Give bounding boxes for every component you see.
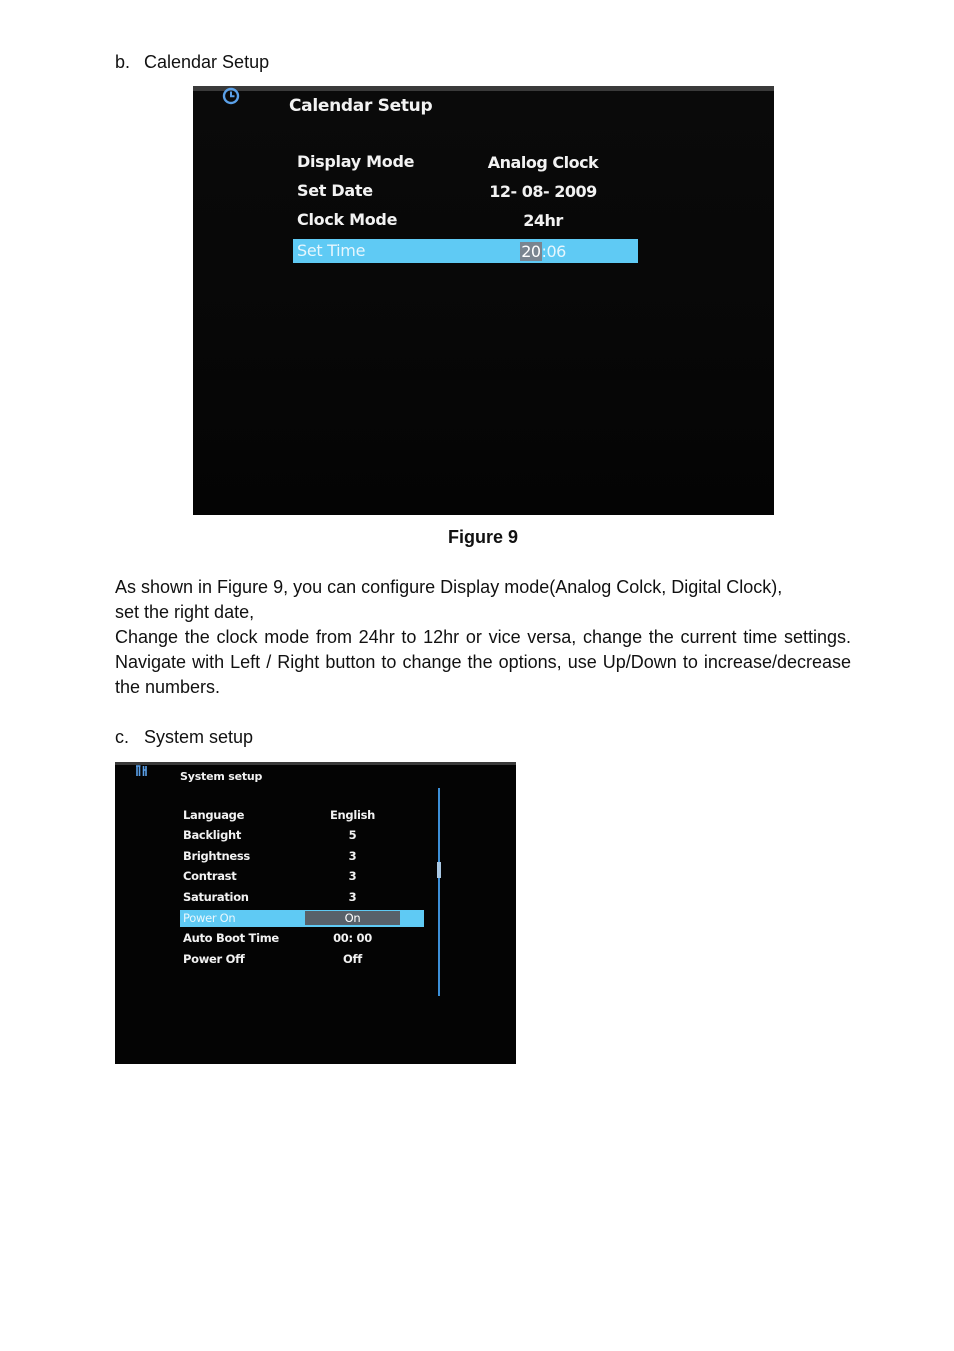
menu-value: 3: [348, 849, 357, 863]
section-heading-calendar: [115, 52, 269, 73]
menu-label: Saturation: [183, 890, 249, 904]
menu-label: Set Date: [297, 181, 373, 200]
menu-value-selected[interactable]: On: [305, 911, 400, 925]
menu-label: Auto Boot Time: [183, 931, 279, 945]
menu-row-set-date[interactable]: [293, 179, 638, 203]
menu-label: Display Mode: [297, 152, 415, 171]
menu-label: Contrast: [183, 869, 237, 883]
menu-row-display-mode[interactable]: [293, 150, 638, 174]
screen-title: Calendar Setup: [289, 96, 433, 116]
clock-icon: [222, 87, 240, 105]
menu-value: 24hr: [523, 211, 563, 230]
menu-value: English: [329, 808, 376, 822]
description-paragraph-2: Change the clock mode from 24hr to 12hr or vice versa, change the current time settings. Navigate with Left / Right button to change the options, use Up/Down to increase/decrease the numbers.: [115, 627, 851, 697]
screen-title: System setup: [180, 770, 263, 783]
menu-row-power-off[interactable]: [180, 951, 424, 968]
description-paragraph-1: [115, 575, 851, 625]
menu-label: Set Time: [297, 241, 366, 260]
calendar-setup-screenshot: [193, 86, 774, 515]
menu-row-brightness[interactable]: [180, 848, 424, 865]
menu-label: Backlight: [183, 828, 242, 842]
menu-value: 5: [348, 828, 357, 842]
section-heading-system: [115, 727, 253, 748]
menu-row-contrast[interactable]: [180, 868, 424, 885]
menu-label: Power On: [183, 911, 236, 925]
menu-row-language[interactable]: [180, 807, 424, 824]
minutes-field[interactable]: 06: [546, 242, 566, 261]
menu-label: Power Off: [183, 952, 245, 966]
menu-row-set-time[interactable]: [293, 239, 638, 263]
tools-icon: [135, 765, 148, 777]
menu-label: Clock Mode: [297, 210, 398, 229]
section-title: Calendar Setup: [144, 52, 270, 72]
menu-row-backlight[interactable]: [180, 827, 424, 844]
menu-label: Brightness: [183, 849, 250, 863]
scrollbar-thumb[interactable]: [437, 862, 441, 878]
menu-row-saturation[interactable]: [180, 889, 424, 906]
section-letter: c.: [115, 727, 130, 747]
section-letter: b.: [115, 52, 131, 72]
menu-value: 3: [348, 869, 357, 883]
menu-value: 12- 08- 2009: [489, 182, 597, 201]
text-line: As shown in Figure 9, you can configure Display mode(Analog Colck, Digital Clock),: [115, 577, 783, 597]
system-setup-screenshot: [115, 762, 516, 1064]
menu-label: Language: [183, 808, 245, 822]
menu-value: 00: 00: [333, 931, 372, 945]
figure-caption: Figure 9: [447, 527, 518, 547]
menu-value: Off: [343, 952, 362, 966]
menu-row-power-on[interactable]: [180, 910, 424, 927]
text-line: set the right date,: [115, 602, 255, 622]
time-value: [478, 242, 608, 261]
scrollbar-track[interactable]: [438, 788, 440, 996]
menu-value: 3: [348, 890, 357, 904]
menu-row-clock-mode[interactable]: [293, 208, 638, 232]
menu-row-auto-boot-time[interactable]: [180, 930, 424, 947]
section-title: System setup: [144, 727, 254, 747]
time-separator: :: [541, 242, 547, 261]
hours-field[interactable]: 20: [521, 242, 541, 261]
menu-value: Analog Clock: [487, 153, 599, 172]
